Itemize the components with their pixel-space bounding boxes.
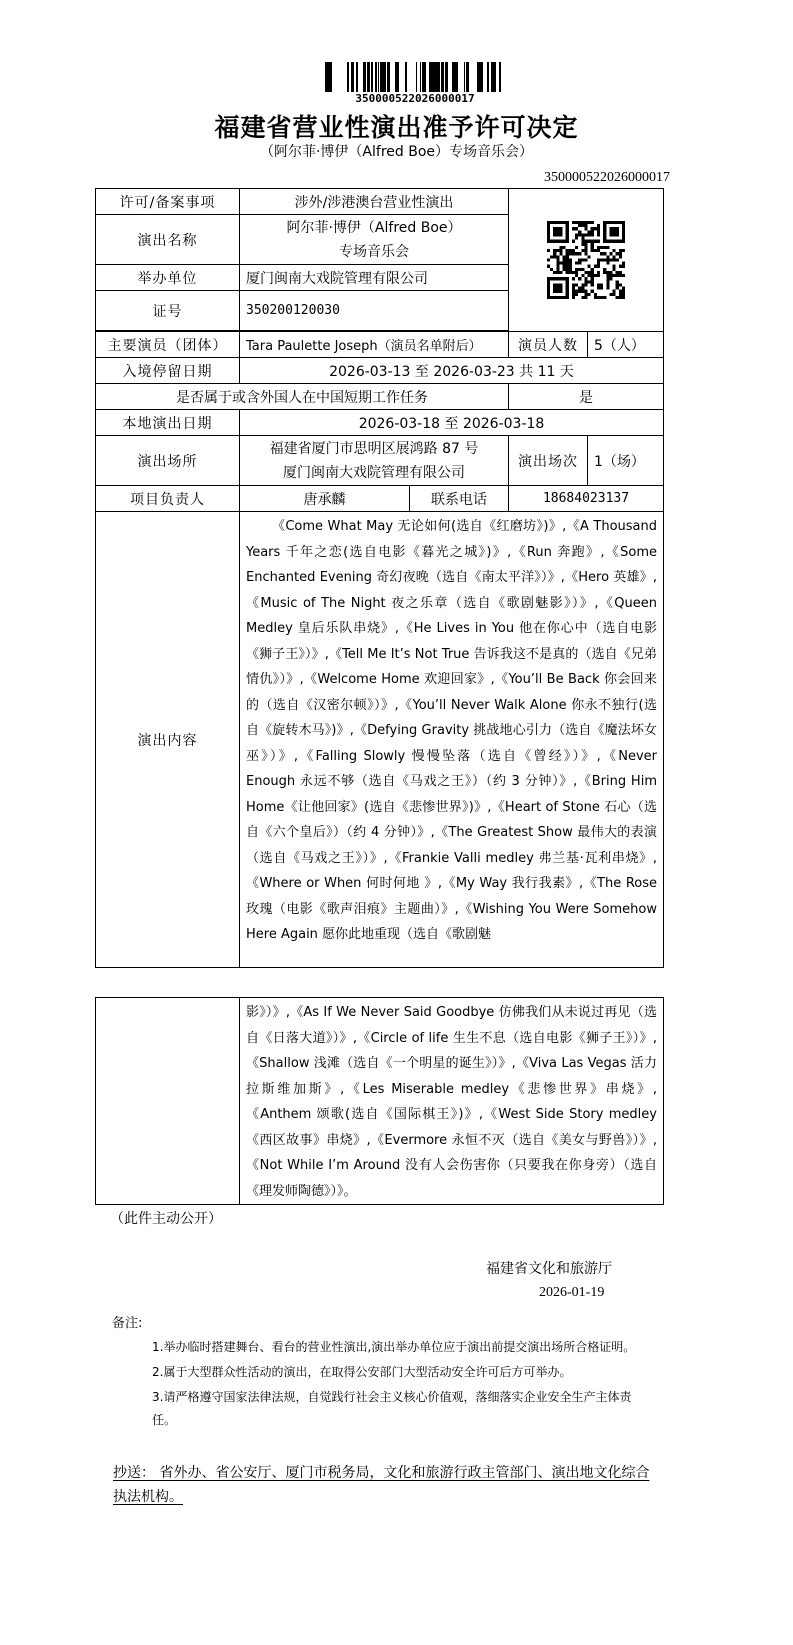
page-subtitle: （阿尔菲·博伊（Alfred Boe）专场音乐会） <box>259 144 534 160</box>
note-item: 3.请严格遵守国家法律法规，自觉践行社会主义核心价值观，落细落实企业安全生产主体责任。 <box>152 1390 632 1427</box>
local-date-value: 2026-03-18 至 2026-03-18 <box>240 410 664 436</box>
content-label: 演出内容 <box>96 512 240 968</box>
venue-label: 演出场所 <box>96 436 240 486</box>
sessions-value: 1（场） <box>588 436 664 486</box>
stay-label: 入境停留日期 <box>96 358 240 384</box>
content-value <box>240 512 664 968</box>
manager-label: 项目负责人 <box>96 486 240 512</box>
permit-type-value: 涉外/涉港澳台营业性演出 <box>240 189 509 215</box>
issuer: 福建省文化和旅游厅 <box>486 1261 612 1277</box>
cert-label: 证号 <box>96 291 240 331</box>
qr-code-icon <box>547 221 625 299</box>
cc-distribution: 抄送： 省外办、省公安厅、厦门市税务局，文化和旅游行政主管部门、演出地文化综合执法机构。 <box>113 1465 650 1505</box>
content-continuation <box>240 998 664 1205</box>
manager-value: 唐承麟 <box>240 486 410 512</box>
show-name-value <box>240 215 509 265</box>
content-text-part1: 《Come What May 无论如何(选自《红磨坊》)》,《A Thousand Years 千年之恋(选自电影《暮光之城》)》,《Run 奔跑》,《Some Enchanted Evening 奇幻夜晚（选自《南太平洋》）》,《Hero 英雄》,《Music of The Night 夜之乐章（选自《歌剧魅影》）》,《Queen Medley 皇后乐队串烧》,《He Lives in You 他在你心中（选自电影《狮子王》）》,《Tell Me It’s Not True 告诉我这不是真的（选自《兄弟情仇》）》,《Welcome Home 欢迎回家》,《You’ll Be Back 你会回来的（选自《汉密尔顿》）》,《You’ll Never Walk Alone 你永不独行(选自《旋转木马》)》,《Defying Gravity 挑战地心引力（选自《魔法坏女巫》）》,《Falling Slowly 慢慢坠落（选自《曾经》）》,《Never Enough 永远不够（选自《马戏之王》）（约 3 分钟）》,《Bring Him Home《让他回家》(选自《悲惨世界》)》,《Heart of Stone 石心（选自《六个皇后》）（约 4 分钟）》,《The Greatest Show 最伟大的表演（选自《马戏之王》）》,《Frankie Valli medley 弗兰基·瓦利串烧》,《Where or When 何时何地 》,《My Way 我行我素》,《The Rose 玫瑰（电影《歌声泪痕》主题曲）》,《Wishing You Were Somehow Here Again 愿你此地重现（选自《歌剧魅 <box>246 519 657 942</box>
phone-label: 联系电话 <box>410 486 509 512</box>
organizer-label: 举办单位 <box>96 265 240 291</box>
performer-count-label: 演员人数 <box>509 332 588 358</box>
performer-value: Tara Paulette Joseph（演员名单附后） <box>240 332 509 358</box>
content-text-part2: 影》）》,《As If We Never Said Goodbye 仿佛我们从未说过再见（选自《日落大道》）》,《Circle of life 生生不息（选自电影《狮子王》）》,《Shallow 浅滩（选自《一个明星的诞生》）》,《Viva Las Vegas 活力拉斯维加斯》,《Les Miserable medley《悲惨世界》串烧》,《Anthem 颂歌(选自《国际棋王》)》,《West Side Story medley 《西区故事》串烧》,《Evermore 永恒不灭（选自《美女与野兽》）》,《Not While I’m Around 没有人会伤害你（只要我在你身旁）（选自《理发师陶德》）》。 <box>246 1005 657 1199</box>
continuation-label-cell <box>96 998 240 1205</box>
stay-value: 2026-03-13 至 2026-03-23 共 11 天 <box>240 358 664 384</box>
show-name-label: 演出名称 <box>96 215 240 265</box>
public-note: （此件主动公开） <box>110 1211 222 1227</box>
show-name-line1: 阿尔菲·博伊（Alfred Boe） <box>286 219 462 236</box>
permit-type-label: 许可/备案事项 <box>96 189 240 215</box>
qr-code-cell <box>509 189 664 332</box>
shortterm-value: 是 <box>509 384 664 410</box>
barcode-image <box>325 62 505 92</box>
performer-count-value: 5（人） <box>588 332 664 358</box>
cert-value: 350200120030 <box>240 291 509 331</box>
note-item: 1.举办临时搭建舞台、看台的营业性演出,演出举办单位应于演出前提交演出场所合格证明。 <box>152 1340 636 1354</box>
notes-title: 备注: <box>112 1316 143 1331</box>
phone-value: 18684023137 <box>509 486 664 512</box>
document-number: 350000522026000017 <box>544 170 670 185</box>
barcode-number: 350000522026000017 <box>355 92 475 105</box>
show-name-line2: 专场音乐会 <box>339 243 409 260</box>
venue-value <box>240 436 509 486</box>
note-item: 2.属于大型群众性活动的演出，在取得公安部门大型活动安全许可后方可举办。 <box>152 1365 572 1379</box>
content-continuation-table <box>95 997 664 1205</box>
venue-line1: 福建省厦门市思明区展鸿路 87 号 <box>269 440 479 457</box>
page-title: 福建省营业性演出准予许可决定 <box>214 113 579 142</box>
sessions-label: 演出场次 <box>509 436 588 486</box>
permit-table <box>95 188 664 968</box>
organizer-value: 厦门闽南大戏院管理有限公司 <box>240 265 509 291</box>
issue-date: 2026-01-19 <box>539 1285 605 1300</box>
shortterm-label: 是否属于或含外国人在中国短期工作任务 <box>96 384 509 410</box>
performer-label: 主要演员（团体） <box>96 332 240 358</box>
venue-line2: 厦门闽南大戏院管理有限公司 <box>283 464 465 481</box>
local-date-label: 本地演出日期 <box>96 410 240 436</box>
